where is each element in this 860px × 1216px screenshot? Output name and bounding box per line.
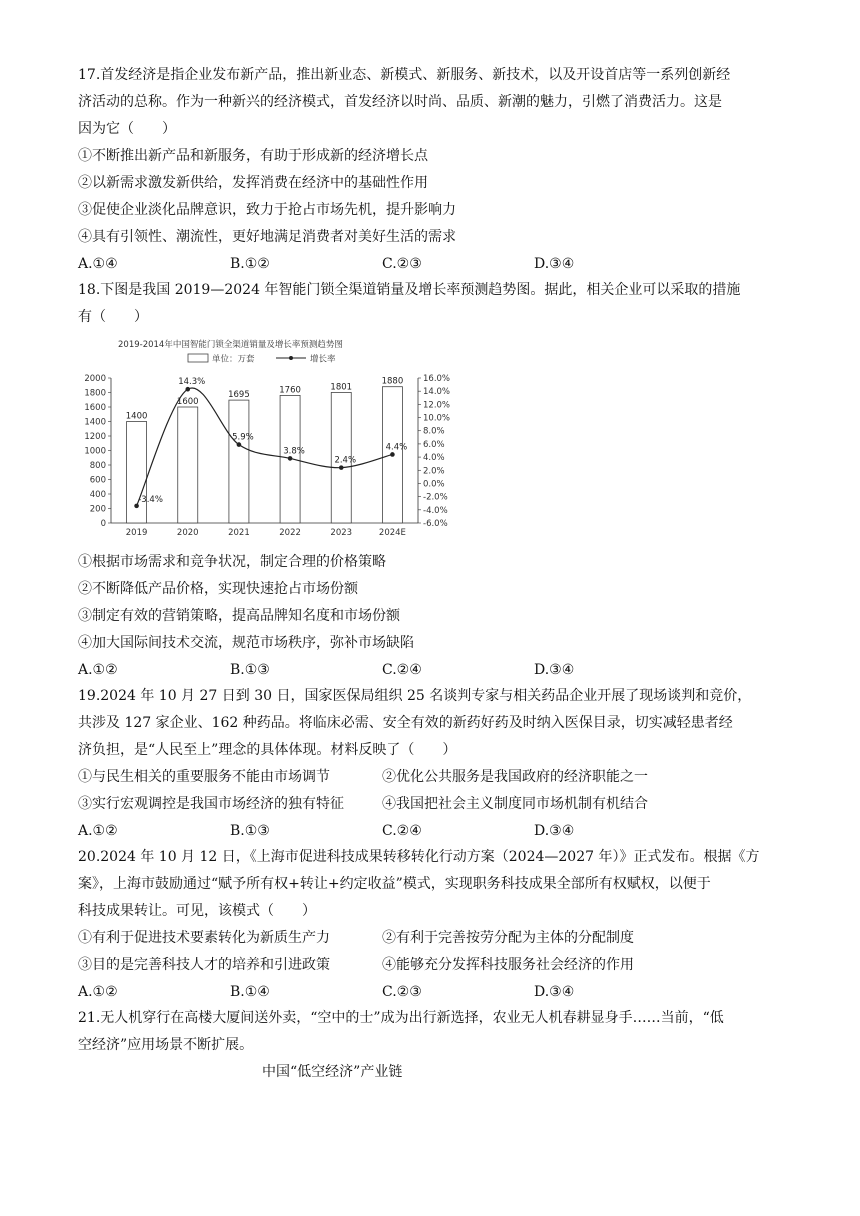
- question-stem: 空经济”应用场景不断扩展。: [78, 1037, 254, 1053]
- growth-rate-point: [390, 452, 395, 457]
- question-stem: 济负担，是“人民至上”理念的具体体现。材料反映了（ ）: [78, 742, 457, 758]
- exam-page: [78, 62, 784, 1086]
- growth-rate-point: [185, 387, 190, 392]
- x-tick-label: 2022: [279, 528, 301, 538]
- left-tick-label: 800: [89, 461, 106, 471]
- option-d[interactable]: D.③④: [534, 984, 575, 1000]
- left-tick-label: 1200: [84, 432, 106, 442]
- statement-item: ②有利于完善按劳分配为主体的分配制度: [382, 930, 634, 946]
- legend-line-marker: [289, 356, 293, 360]
- statement-item: ①有利于促进技术要素转化为新质生产力: [78, 930, 330, 946]
- option-d[interactable]: D.③④: [534, 256, 575, 272]
- bar-value-label: 1695: [228, 390, 250, 401]
- option-a[interactable]: A.①②: [78, 823, 118, 839]
- left-tick-label: 1000: [84, 446, 106, 457]
- option-c[interactable]: C.②③: [382, 984, 422, 1000]
- left-tick-label: 2000: [84, 374, 106, 384]
- statement-row: [78, 952, 784, 979]
- statement-item: ④加大国际间技术交流，规范市场秩序，弥补市场缺陷: [78, 635, 414, 651]
- growth-rate-point: [339, 465, 344, 470]
- right-tick-label: 14.0%: [423, 387, 451, 398]
- question-20: [78, 844, 784, 1005]
- option-d[interactable]: D.③④: [534, 823, 575, 839]
- option-c[interactable]: C.②④: [382, 662, 422, 678]
- x-tick-label: 2024E: [378, 528, 406, 538]
- statement-row: [78, 764, 784, 791]
- legend-line-label: 增长率: [310, 354, 336, 365]
- bar: [178, 407, 198, 523]
- left-tick-label: 1400: [84, 417, 106, 428]
- x-tick-label: 2020: [176, 528, 199, 538]
- left-tick-label: 200: [89, 504, 106, 515]
- question-stem: 济活动的总称。作为一种新兴的经济模式，首发经济以时尚、品质、新潮的魅力，引燃了消费活力。这是: [78, 94, 722, 110]
- question-stem: 21.无人机穿行在高楼大厦间送外卖，“空中的士”成为出行新选择，农业无人机春耕显身手……当前，“低: [78, 1010, 724, 1026]
- right-tick-label: 4.0%: [423, 453, 445, 464]
- chart-canvas: [78, 333, 478, 549]
- option-b[interactable]: B.①③: [230, 662, 270, 678]
- legend-bar-label: 单位：万套: [212, 354, 255, 365]
- question-stem: 18.下图是我国 2019—2024 年智能门锁全渠道销量及增长率预测趋势图。据此，相关企业可以采取的措施: [78, 282, 741, 298]
- bar-value-label: 1760: [279, 385, 301, 396]
- statement-item: ②不断降低产品价格，实现快速抢占市场份额: [78, 581, 358, 597]
- statement-row: [78, 925, 784, 952]
- right-tick-label: 16.0%: [423, 374, 451, 384]
- bar-value-label: 1880: [381, 376, 404, 387]
- statement-item: ①与民生相关的重要服务不能由市场调节: [78, 769, 330, 785]
- question-stem: 案》，上海市鼓励通过“赋予所有权+转让+约定收益”模式，实现职务科技成果全部所有权赋权，以便于: [78, 876, 711, 892]
- growth-rate-label: 3.8%: [283, 446, 305, 457]
- figure-caption: 中国“低空经济”产业链: [262, 1064, 403, 1080]
- growth-rate-label: 4.4%: [385, 442, 408, 453]
- right-tick-label: 8.0%: [423, 426, 445, 437]
- bar-value-label: 1801: [330, 382, 353, 393]
- option-b[interactable]: B.①③: [230, 823, 270, 839]
- right-tick-label: 2.0%: [423, 466, 445, 477]
- statement-item: ④能够充分发挥科技服务社会经济的作用: [382, 957, 634, 973]
- option-a[interactable]: A.①②: [78, 984, 118, 1000]
- statement-item: ①根据市场需求和竞争状况，制定合理的价格策略: [78, 554, 386, 570]
- x-tick-label: 2019: [125, 528, 148, 538]
- growth-rate-point: [237, 442, 242, 447]
- right-tick-label: -2.0%: [423, 492, 448, 503]
- growth-rate-point: [288, 456, 293, 461]
- question-stem: 科技成果转让。可见，该模式（ ）: [78, 903, 316, 919]
- growth-rate-label: 14.3%: [178, 377, 206, 388]
- right-tick-label: 6.0%: [423, 439, 445, 450]
- bar-value-label: 1400: [125, 411, 148, 422]
- right-tick-label: 12.0%: [423, 400, 451, 411]
- statement-item: ③实行宏观调控是我国市场经济的独有特征: [78, 796, 344, 812]
- bar: [229, 400, 249, 523]
- option-b[interactable]: B.①④: [230, 984, 270, 1000]
- growth-rate-label: 2.4%: [334, 455, 357, 466]
- growth-rate-line: [137, 388, 393, 506]
- option-a[interactable]: A.①②: [78, 662, 118, 678]
- sales-growth-chart: [78, 333, 478, 549]
- left-tick-label: 1600: [84, 403, 106, 413]
- option-c[interactable]: C.②④: [382, 823, 422, 839]
- chart-title: 2019-2014年中国智能门锁全渠道销量及增长率预测趋势图: [118, 340, 343, 350]
- question-19: [78, 683, 784, 844]
- answer-options: [78, 979, 784, 1005]
- left-tick-label: 400: [89, 490, 106, 500]
- statement-item: ②以新需求激发新供给，发挥消费在经济中的基础性作用: [78, 175, 428, 191]
- left-tick-label: 0: [100, 519, 106, 529]
- x-tick-label: 2023: [330, 528, 353, 538]
- growth-rate-label: -3.4%: [138, 494, 163, 505]
- option-c[interactable]: C.②③: [382, 256, 422, 272]
- statement-item: ②优化公共服务是我国政府的经济职能之一: [382, 769, 648, 785]
- question-stem: 因为它（ ）: [78, 121, 176, 137]
- answer-options: [78, 657, 784, 683]
- statement-item: ④我国把社会主义制度同市场机制有机结合: [382, 796, 648, 812]
- statement-item: ①不断推出新产品和新服务，有助于形成新的经济增长点: [78, 148, 428, 164]
- statement-item: ③目的是完善科技人才的培养和引进政策: [78, 957, 330, 973]
- right-tick-label: 0.0%: [423, 479, 445, 490]
- statement-item: ③促使企业淡化品牌意识，致力于抢占市场先机，提升影响力: [78, 202, 456, 218]
- answer-options: [78, 251, 784, 277]
- statement-item: ③制定有效的营销策略，提高品牌知名度和市场份额: [78, 608, 400, 624]
- statement-row: [78, 791, 784, 818]
- option-d[interactable]: D.③④: [534, 662, 575, 678]
- option-a[interactable]: A.①④: [78, 256, 118, 272]
- right-tick-label: 10.0%: [423, 413, 451, 424]
- question-18: [78, 277, 784, 683]
- bar-value-label: 1600: [176, 397, 199, 407]
- option-b[interactable]: B.①②: [230, 256, 270, 272]
- left-tick-label: 600: [89, 475, 106, 486]
- question-stem: 共涉及 127 家企业、162 种药品。将临床必需、安全有效的新药好药及时纳入医保目录，切实减轻患者经: [78, 715, 733, 731]
- question-stem: 有（ ）: [78, 309, 148, 325]
- question-21: [78, 1005, 784, 1086]
- left-tick-label: 1800: [84, 388, 106, 399]
- right-tick-label: -4.0%: [423, 505, 448, 516]
- legend-bar-swatch: [188, 354, 208, 362]
- x-tick-label: 2021: [228, 528, 250, 538]
- statement-item: ④具有引领性、潮流性，更好地满足消费者对美好生活的需求: [78, 229, 456, 245]
- question-stem: 17.首发经济是指企业发布新产品，推出新业态、新模式、新服务、新技术，以及开设首店等一系列创新经: [78, 67, 731, 83]
- question-17: [78, 62, 784, 277]
- question-stem: 20.2024 年 10 月 12 日，《上海市促进科技成果转移转化行动方案（2024—2027 年）》正式发布。根据《方: [78, 849, 760, 865]
- answer-options: [78, 818, 784, 844]
- right-tick-label: -6.0%: [423, 519, 448, 529]
- growth-rate-label: 5.9%: [232, 432, 254, 443]
- question-stem: 19.2024 年 10 月 27 日到 30 日，国家医保局组织 25 名谈判专家与相关药品企业开展了现场谈判和竞价，: [78, 688, 752, 704]
